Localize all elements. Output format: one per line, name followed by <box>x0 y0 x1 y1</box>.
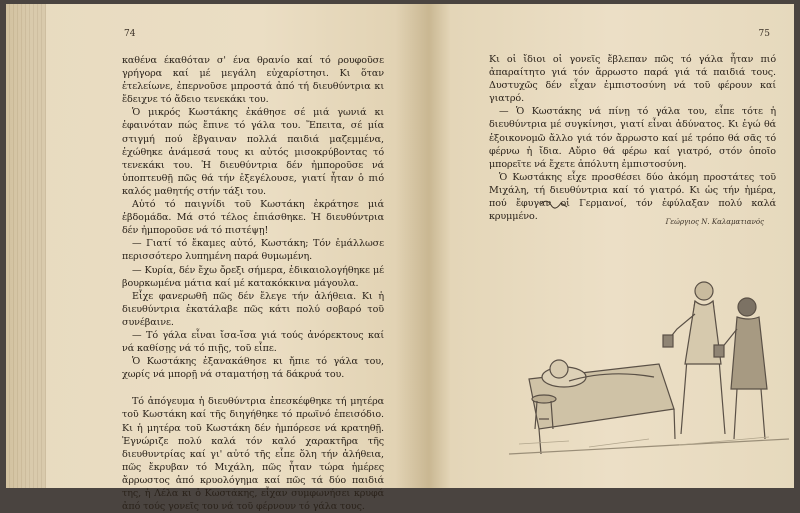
paragraph: — Γιατί τό ἔκαμες αὐτό, Κωστάκη; Τόν ἐμάλλωσε περισσότερο λυπημένη παρά θυμωμένη. <box>122 238 384 263</box>
paragraph: Αὐτό τό παιγνίδι τοῦ Κωστάκη ἐκράτησε μιά ἑβδομάδα. Μά στό τέλος ἐπιάσθηκε. Ἡ διευθύντρια δέν ἠμποροῦσε νά τό πιστέψῃ! <box>122 199 384 237</box>
right-page <box>429 4 794 488</box>
paragraph: καθένα έκαθόταν σ' ένα θρανίο καί τό ρουφοῦσε γρήγορα καί μέ μεγάλη εὐχαρίστησι. Κι ὅταν ἐτελείωνε, ἐπερνοῦσε μπροστά ἀπό τή διευθύντρια κι ἔδειχνε τό ἄδειο τενεκάκι του. <box>122 55 384 106</box>
paragraph: — Κυρία, δέν ἔχω ὄρεξι σήμερα, ἐδικαιολογήθηκε μέ βουρκωμένα μάτια καί μέ κατακόκκινα μάγουλα. <box>122 264 384 289</box>
left-text-block <box>122 54 384 513</box>
left-page <box>6 4 429 513</box>
page-number-left: 74 <box>124 29 136 39</box>
page-edges <box>6 4 46 488</box>
sickbed-scene-illustration <box>509 269 789 469</box>
paragraph: Τό ἀπόγευμα ἡ διευθύντρια ἐπεσκέφθηκε τή μητέρα τοῦ Κωστάκη καί τῆς διηγήθηκε τό πρωϊνό ἐπεισόδιο. Κι ἡ μητέρα τοῦ Κωστάκη δέν ἠμπόρεσε νά κρατηθῇ. Ἐγνώριζε πολύ καλά τόν καλό χαρακτῆρα τῆς διευθυντρίας καί γι' αὐτό τῆς εἶπε ὅλη τήν ἀλήθεια, πῶς ἔκρυβαν τό Μιχάλη, πῶς ἦταν τώρα ἡμέρες ἄρρωστος ἀπό κρυολόγημα καί πῶς τά δύο παιδιά της, ἡ Λέλα κι ὁ Κωστάκης, εἶχαν συμφωνήσει κρυφά ἀπό τούς γονεῖς του νά τοῦ φέρνουν τό γάλα τους. <box>122 396 384 513</box>
author-signature: Γεώργιος Ν. Καλαματιανός <box>665 218 764 226</box>
paragraph: Κι οἱ ἴδιοι οἱ γονεῖς ἔβλεπαν πῶς τό γάλα ἦταν πιό ἀπαραίτητο γιά τόν ἄρρωστο παρά γιά τά παιδιά τους. Δυστυχῶς δέν εἶχαν ἐμπιστοσύνη νά τοῦ φέρουν καί γιατρό. <box>489 54 776 105</box>
paragraph: Εἶχε φανερωθῆ πῶς δέν ἔλεγε τήν ἀλήθεια. Κι ἡ διευθύντρια ἐκατάλαβε πῶς κάτι πολύ σοβαρό τοῦ συνέβαινε. <box>122 290 384 328</box>
book-spread <box>6 4 794 513</box>
paragraph: Ὁ Κωστάκης ἐξανακάθησε κι ἤπιε τό γάλα του, χωρίς νά μπορῇ νά σταματήσῃ τά δάκρυά του. <box>122 356 384 381</box>
paragraph: Ὁ μικρός Κωστάκης ἐκάθησε σέ μιά γωνιά κι ἐφαινόταν πώς ἔπινε τό γάλα του. Ἔπειτα, σέ μία στιγμή πού ἔβγαιναν πολλά παιδιά μαζεμμένα, ἐχώθηκε ἀνάμεσά τους κι αὐτός μισοκρύβοντας τό τενεκάκι του. Ἡ διευθύντρια δέν ἠμποροῦσε νά ὑποπτευθῇ πῶς θά τήν ἐξεγέλουσε, γιατί ἦταν ὁ πιό καλός μαθητής στήν τάξι του. <box>122 107 384 197</box>
right-text-block <box>489 53 776 223</box>
paragraph: — Τό γάλα εἶναι ἴσα-ἴσα γιά τούς ἀνόρεκτους καί νά καθίσῃς νά τό πιῇς, τοῦ εἶπε. <box>122 329 384 355</box>
paragraph: — Ὁ Κωστάκης νά πίνῃ τό γάλα του, εἶπε τότε ἡ διευθύντρια μέ συγκίνησι, γιατί εἶναι ἀδύνατος. Κι ἐγώ θά ἐξοικονομῶ ἄλλο γιά τόν ἄρρωστο καί μέ τρόπο θά σᾶς τό φέρνω ἡ ἴδια. Αὔριο θά φέρω καί γιατρό, στόν ὁποῖο μπορεῖτε νά ἔχετε ἀπόλυτη ἐμπιστοσύνη. <box>489 106 776 170</box>
paragraph: Ὁ Κωστάκης εἶχε προσθέσει δύο ἀκόμη προστάτες τοῦ Μιχάλη, τή διευθύντρια καί τό γιατρό. Κι ὡς τήν ἡμέρα, πού ἔφυγαν οἱ Γερμανοί, τόν ἐφύλαξαν πολύ καλά κρυμμένο. <box>489 171 776 223</box>
pen-scribble-icon <box>539 196 569 210</box>
page-number-right: 75 <box>758 29 770 39</box>
